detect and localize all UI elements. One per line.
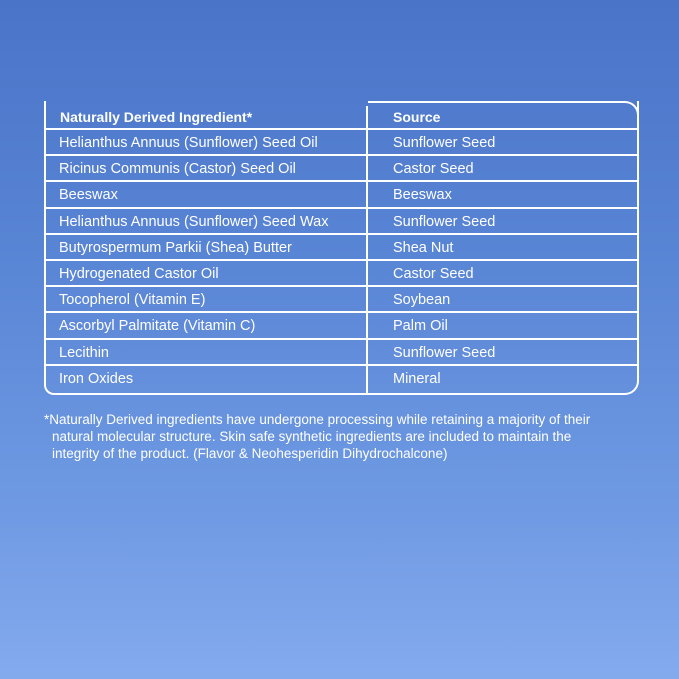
table-row	[44, 259, 639, 285]
table-row	[44, 128, 639, 154]
source-cell: Castor Seed	[393, 265, 474, 282]
ingredient-cell: Hydrogenated Castor Oil	[59, 265, 219, 282]
ingredient-cell: Iron Oxides	[59, 370, 134, 387]
source-cell: Palm Oil	[393, 318, 448, 335]
table-row	[44, 233, 639, 259]
table-row	[44, 180, 639, 206]
source-cell: Sunflower Seed	[393, 213, 496, 230]
footnote-line: *Naturally Derived ingredients have undergone processing while retaining a majority of their	[44, 412, 591, 427]
header-source: Source	[393, 109, 441, 125]
ingredient-cell: Lecithin	[59, 344, 109, 361]
source-cell: Soybean	[393, 292, 451, 309]
header-ingredient: Naturally Derived Ingredient*	[60, 109, 253, 125]
footnote-line: natural molecular structure. Skin safe synthetic ingredients are included to maintain the	[52, 429, 572, 444]
source-cell: Sunflower Seed	[393, 135, 496, 151]
table-row	[44, 338, 639, 364]
table-row	[44, 154, 639, 180]
ingredient-cell: Ricinus Communis (Castor) Seed Oil	[59, 161, 296, 178]
ingredient-cell: Beeswax	[59, 187, 118, 204]
footnote	[44, 411, 644, 462]
table-row	[44, 285, 639, 311]
ingredient-cell: Butyrospermum Parkii (Shea) Butter	[59, 239, 292, 256]
ingredient-cell: Ascorbyl Palmitate (Vitamin C)	[59, 318, 256, 335]
table-header	[44, 104, 639, 128]
ingredient-cell: Helianthus Annuus (Sunflower) Seed Wax	[59, 213, 329, 230]
ingredient-cell: Tocopherol (Vitamin E)	[59, 292, 206, 309]
source-cell: Mineral	[393, 370, 441, 387]
table-row	[44, 207, 639, 233]
table-row	[44, 311, 639, 337]
source-cell: Castor Seed	[393, 161, 474, 178]
footnote-line: integrity of the product. (Flavor & Neohesperidin Dihydrochalcone)	[52, 446, 448, 461]
source-cell: Beeswax	[393, 187, 452, 204]
table-row	[44, 364, 639, 390]
table-body	[44, 128, 639, 390]
ingredient-cell: Helianthus Annuus (Sunflower) Seed Oil	[59, 135, 318, 151]
source-cell: Shea Nut	[393, 239, 454, 256]
source-cell: Sunflower Seed	[393, 344, 496, 361]
